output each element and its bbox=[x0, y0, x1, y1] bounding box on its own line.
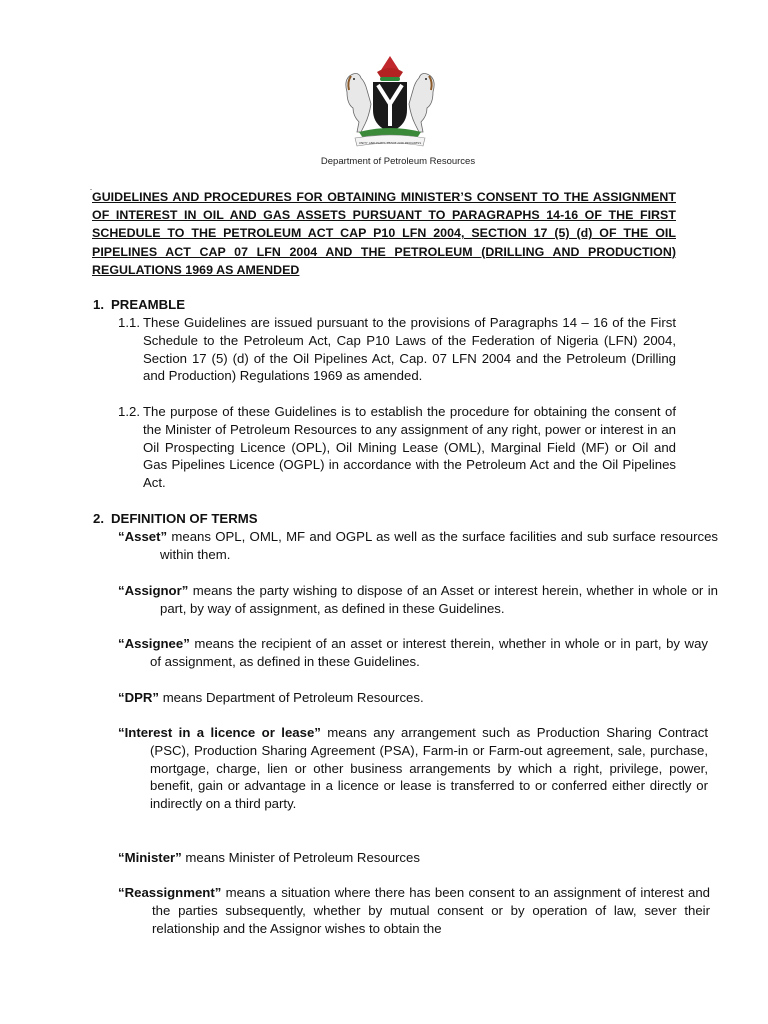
section-title: PREAMBLE bbox=[111, 297, 185, 312]
definition-minister bbox=[118, 849, 676, 867]
definition-text: means a situation where there has been consent to an assignment of interest and the parties subsequently, whether by mutual consent or by operation of law, sever their relationship and the Assignor wishes to obtain the bbox=[152, 885, 710, 936]
definition-term: “DPR” bbox=[118, 690, 160, 705]
definition-interest bbox=[118, 724, 708, 813]
section-number: 2. bbox=[93, 511, 104, 526]
paragraph-text: These Guidelines are issued pursuant to the provisions of Paragraphs 14 – 16 of the First Schedule to the Petroleum Act, Cap P10 Laws of the Federation of Nigeria (LFN) 2004, Section 17 (5) (d) of the Oil Pipelines Act, Cap. 07 LFN 2004 and the Petroleum (Drilling and Production) Regulations 1969 as amended. bbox=[143, 315, 676, 384]
section-heading-definitions bbox=[93, 510, 258, 528]
svg-text:UNITY AND FAITH, PEACE AND PRO: UNITY AND FAITH, PEACE AND PROGRESS bbox=[358, 141, 422, 145]
definition-term: “Assignor” bbox=[118, 583, 189, 598]
definition-dpr bbox=[118, 689, 676, 707]
stray-mark: . bbox=[90, 183, 92, 192]
section-title: DEFINITION OF TERMS bbox=[111, 511, 258, 526]
definition-asset bbox=[118, 528, 718, 564]
document-title: GUIDELINES AND PROCEDURES FOR OBTAINING MINISTER’S CONSENT TO THE ASSIGNMENT OF INTEREST IN OIL AND GAS ASSETS PURSUANT TO PARAGRAPHS 14-16 OF THE FIRST SCHEDULE TO THE PETROLEUM ACT CAP P10 LFN 2004, SECTION 17 (5) (d) OF THE OIL PIPELINES ACT CAP 07 LFN 2004 AND THE PETROLEUM (DRILLING AND PRODUCTION) REGULATIONS 1969 AS AMENDED bbox=[92, 190, 676, 277]
department-name: Department of Petroleum Resources bbox=[320, 156, 476, 167]
coat-of-arms-icon bbox=[325, 52, 455, 152]
definition-text: means Minister of Petroleum Resources bbox=[181, 850, 420, 865]
definition-text: means OPL, OML, MF and OGPL as well as the surface facilities and sub surface resources within them. bbox=[160, 529, 718, 562]
section-number: 1. bbox=[93, 297, 104, 312]
definition-text: means Department of Petroleum Resources. bbox=[159, 690, 424, 705]
section-heading-preamble bbox=[93, 296, 185, 314]
definition-text: means the recipient of an asset or interest therein, whether in whole or in part, by way of assignment, as defined in these Guidelines. bbox=[150, 636, 708, 669]
definition-reassignment bbox=[118, 884, 710, 937]
definition-text: means any arrangement such as Production Sharing Contract (PSC), Production Sharing Agreement (PSA), Farm-in or Farm-out agreement, sale, purchase, mortgage, charge, lien or other business arrangements by which a right, privilege, power, benefit, gain or advantage in a licence or lease is transferred to or conferred either directly or indirectly on a third party. bbox=[150, 725, 708, 812]
definition-term: “Assignee” bbox=[118, 636, 190, 651]
paragraph-number: 1.1. bbox=[118, 315, 140, 330]
definition-assignee bbox=[118, 635, 708, 671]
paragraph-1-1 bbox=[118, 314, 676, 385]
definition-assignor bbox=[118, 582, 718, 618]
definition-term: “Interest in a licence or lease” bbox=[118, 725, 321, 740]
definition-term: “Reassignment” bbox=[118, 885, 222, 900]
definition-term: “Minister” bbox=[118, 850, 182, 865]
definition-term: “Asset” bbox=[118, 529, 168, 544]
paragraph-number: 1.2. bbox=[118, 404, 140, 419]
paragraph-1-2 bbox=[118, 403, 676, 492]
definition-text: means the party wishing to dispose of an Asset or interest herein, whether in whole or in part, by way of assignment, as defined in these Guidelines. bbox=[160, 583, 718, 616]
paragraph-text: The purpose of these Guidelines is to establish the procedure for obtaining the consent of the Minister of Petroleum Resources to any assignment of any right, power or interest in an Oil Prospecting Licence (OPL), Oil Mining Lease (OML), Marginal Field (MF) or Oil and Gas Pipelines Licence (OGPL) in accordance with the Petroleum Act and the Oil Pipelines Act. bbox=[143, 404, 676, 491]
